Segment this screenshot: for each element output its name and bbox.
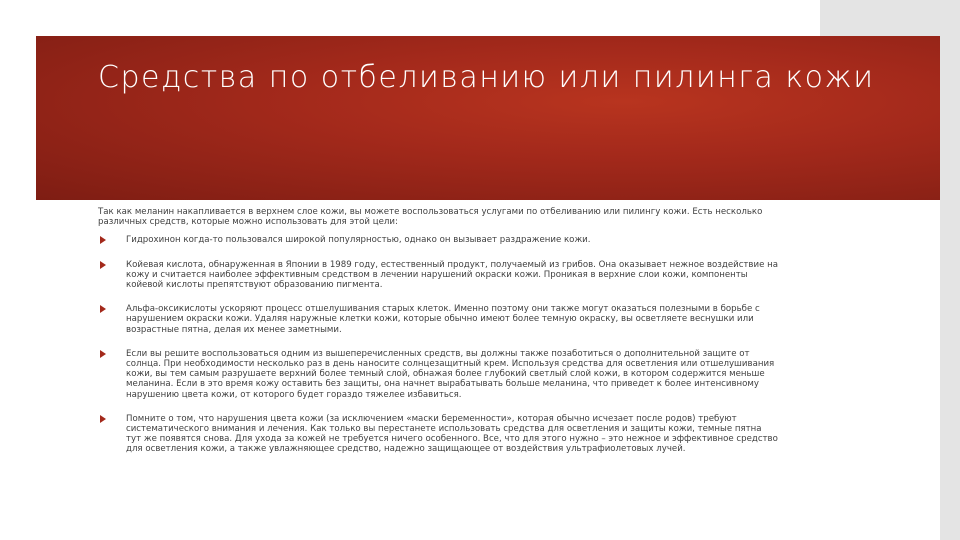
bullet-text: Гидрохинон когда-то пользовался широкой популярностью, однако он вызывает раздражение кожи. xyxy=(126,235,591,246)
triangle-bullet-icon xyxy=(100,415,106,423)
list-item xyxy=(98,414,778,455)
bullet-list xyxy=(98,235,778,454)
list-item xyxy=(98,349,778,400)
slide-content xyxy=(98,207,778,469)
triangle-bullet-icon xyxy=(100,236,106,244)
list-item xyxy=(98,304,778,335)
bullet-text: Помните о том, что нарушения цвета кожи (за исключением «маски беременности», которая обычно исчезает после родов) требуют систематического внимания и лечения. Как только вы перестанете использовать средства для осветления и защиты кожи, темные пятна тут же появятся снова. Для ухода за кожей не требуется ничего особенного. Все, что для этого нужно – это нежное и эффективное средство для осветления кожи, а также увлажняющее средство, надежно защищающее от воздействия ультрафиолетовых лучей. xyxy=(126,413,778,455)
triangle-bullet-icon xyxy=(100,305,106,313)
bullet-text: Если вы решите воспользоваться одним из вышеперечисленных средств, вы должны также позаботиться о дополнительной защите от солнца. При необходимости несколько раз в день наносите солнцезащитный крем. Используя средства для осветления или отшелушивания кожи, вы тем самым разрушаете верхний более темный слой, обнажая более глубокий светлый слой кожи, в котором содержится меньше меланина. Если в это время кожу оставить без защиты, она начнет вырабатывать больше меланина, что приведет к более интенсивному нарушению цвета кожи, от которого будет гораздо тяжелее избавиться. xyxy=(126,348,775,400)
list-item xyxy=(98,235,778,245)
list-item xyxy=(98,260,778,291)
triangle-bullet-icon xyxy=(100,261,106,269)
bullet-text: Койевая кислота, обнаруженная в Японии в 1989 году, естественный продукт, получаемый из грибов. Она оказывает нежное воздействие на кожу и считается наиболее эффективным средством в лечении нарушений окраски кожи. Проникая в верхние слои кожи, компоненты койевой кислоты препятствуют образованию пигмента. xyxy=(126,259,778,291)
bullet-text: Альфа-оксикислоты ускоряют процесс отшелушивания старых клеток. Именно поэтому они также могут оказаться полезными в борьбе с нарушением окраски кожи. Удаляя наружные клетки кожи, которые обычно имеют более темную окраску, вы осветляете веснушки или возрастные пятна, делая их менее заметными. xyxy=(126,304,760,335)
intro-paragraph: Так как меланин накапливается в верхнем слое кожи, вы можете воспользоваться услугами по отбеливанию или пилингу кожи. Есть несколько различных средств, которые можно использовать для этой цели: xyxy=(98,207,763,228)
slide-title: Средства по отбеливанию или пилинга кожи xyxy=(98,60,875,95)
decorative-side-bar xyxy=(940,0,960,540)
triangle-bullet-icon xyxy=(100,350,106,358)
